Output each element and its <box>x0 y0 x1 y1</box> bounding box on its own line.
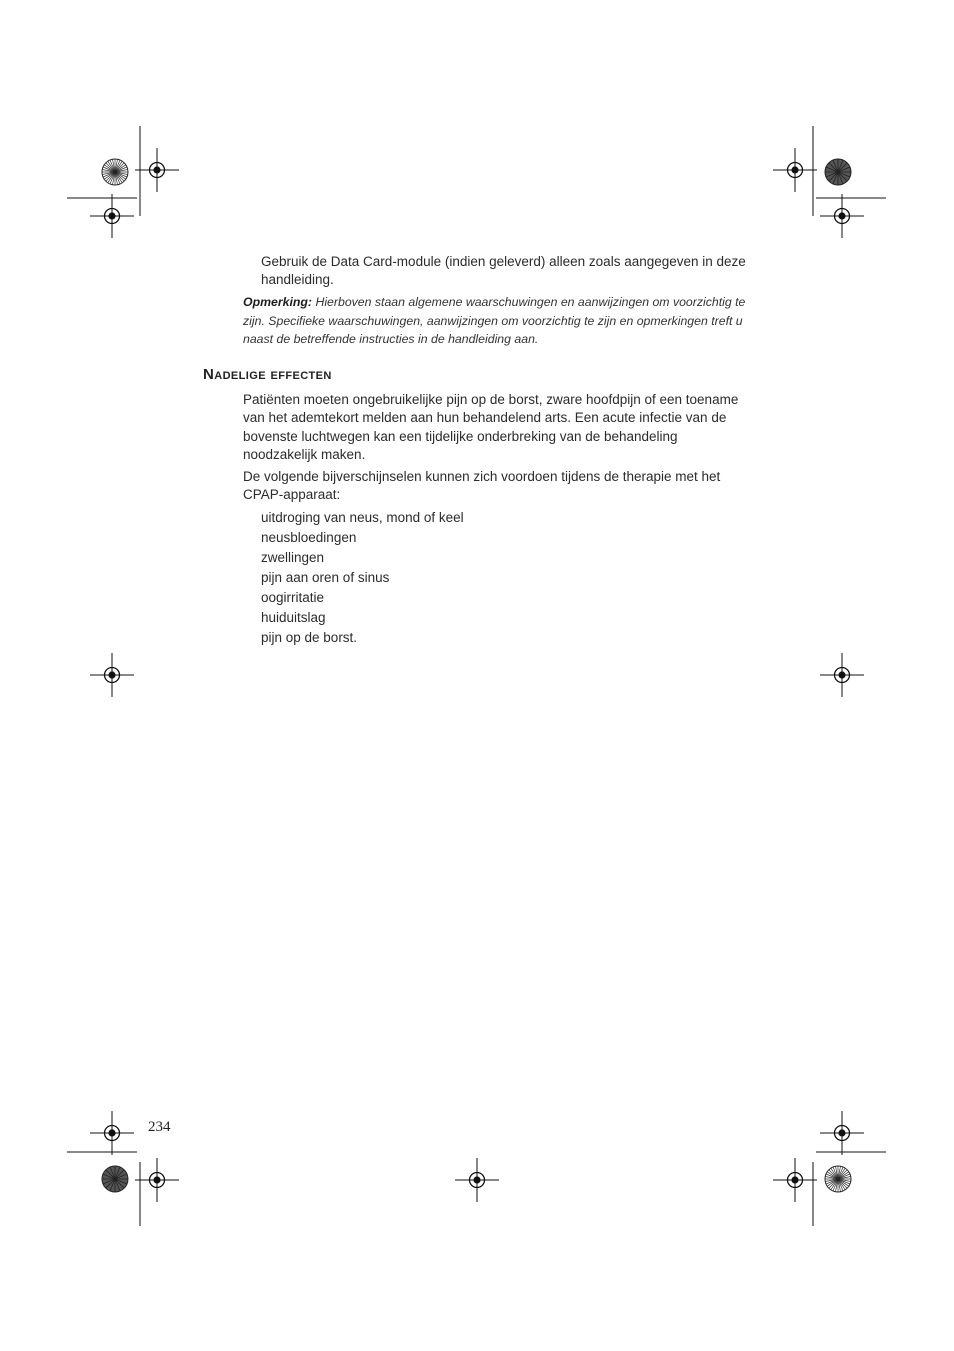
registration-mark-icon <box>455 1158 499 1202</box>
section-paragraph-1: Patiënten moeten ongebruikelijke pijn op de borst, zware hoofdpijn of een toename van het ademtekort melden aan hun behandelend arts. Een acute infectie van de bovenste luchtwegen kan een tijdelijke onderbreking van de behandeling noodzakelijk maken. <box>243 392 739 462</box>
color-rosette-icon <box>825 1166 851 1192</box>
registration-mark-icon <box>820 653 864 697</box>
registration-mark-icon <box>90 194 134 238</box>
intro-paragraph: Gebruik de Data Card-module (indien geleverd) alleen zoals aangegeven in deze handleiding. <box>261 254 746 288</box>
color-rosette-icon <box>102 159 128 185</box>
registration-mark-icon <box>90 653 134 697</box>
list-item: neusbloedingen <box>261 530 357 545</box>
note-text: Hierboven staan algemene waarschuwingen en aanwijzingen om voorzichtig te zijn. Specifieke waarschuwingen, aanwijzingen om voorzichtig te zijn en opmerkingen treft u naast de betreffende instructies in de handleiding aan. <box>243 295 746 347</box>
registration-mark-icon <box>90 1111 134 1155</box>
note-paragraph <box>243 293 751 349</box>
page-number: 234 <box>148 1119 171 1135</box>
registration-mark-icon <box>135 1158 179 1202</box>
list-item: oogirritatie <box>261 590 325 605</box>
note-label: Opmerking: <box>243 295 313 309</box>
list-item: uitdroging van neus, mond of keel <box>261 510 464 525</box>
color-rosette-icon <box>102 1166 128 1192</box>
color-rosette-icon <box>825 159 851 185</box>
registration-mark-icon <box>820 194 864 238</box>
list-item: zwellingen <box>261 550 325 565</box>
registration-mark-icon <box>773 148 817 192</box>
section-heading: Nadelige effecten <box>203 366 332 383</box>
section-paragraph-2: De volgende bijverschijnselen kunnen zich voordoen tijdens de therapie met het CPAP-apparaat: <box>243 469 721 503</box>
list-item: pijn aan oren of sinus <box>261 570 390 585</box>
list-item: pijn op de borst. <box>261 630 358 645</box>
registration-mark-icon <box>773 1158 817 1202</box>
registration-mark-icon <box>135 148 179 192</box>
registration-mark-icon <box>820 1111 864 1155</box>
side-effects-list <box>261 508 464 648</box>
list-item: huiduitslag <box>261 610 326 625</box>
